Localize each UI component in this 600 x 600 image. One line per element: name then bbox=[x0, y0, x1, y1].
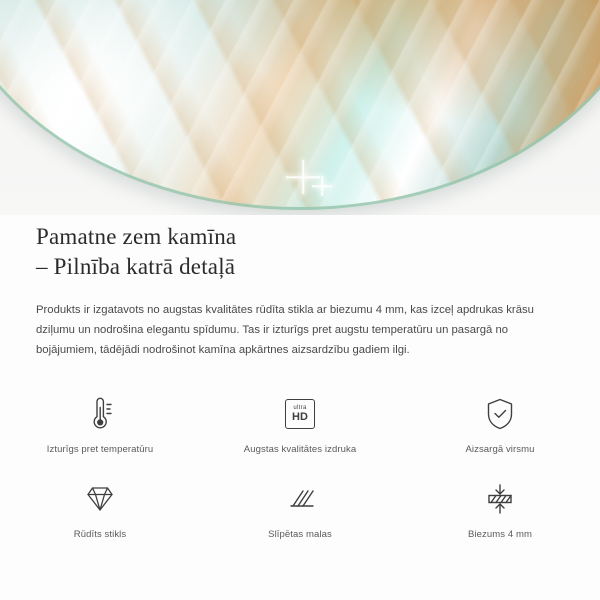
feature-item-polished-edges bbox=[200, 477, 400, 540]
feature-label: Izturīgs pret temperatūru bbox=[46, 444, 154, 455]
ultra-hd-icon bbox=[285, 392, 315, 436]
diamond-icon bbox=[82, 477, 118, 521]
page-title bbox=[36, 222, 564, 282]
headline-line-2: – Pilnība katrā detaļā bbox=[36, 254, 236, 279]
feature-item-thickness bbox=[400, 477, 600, 540]
feature-label: Augstas kvalitātes izdruka bbox=[243, 444, 357, 455]
feature-label: Aizsargā virsmu bbox=[465, 444, 535, 455]
ultra-hd-badge-bottom: HD bbox=[292, 411, 308, 423]
body-paragraph: Produkts ir izgatavots no augstas kvalitātes rūdīta stikla ar biezumu 4 mm, kas izceļ apdrukas krāsu dziļumu un nodrošina elegantu spīdumu. Tas ir izturīgs pret augstu temperatūru un pasargā no bojājumiem, tādējādi nodrošinot kamīna apkārtnes aizsardzību gadiem ilgi. bbox=[36, 304, 534, 356]
thermometer-icon bbox=[83, 392, 117, 436]
feature-label: Biezums 4 mm bbox=[467, 529, 533, 540]
feature-item-temperature bbox=[0, 392, 200, 455]
feature-item-print-quality bbox=[200, 392, 400, 455]
content-block bbox=[0, 222, 600, 360]
hero-image bbox=[0, 0, 600, 215]
feature-item-tempered-glass bbox=[0, 477, 200, 540]
shield-check-icon bbox=[484, 392, 516, 436]
feature-grid bbox=[0, 392, 600, 540]
feature-label: Slīpētas malas bbox=[268, 529, 332, 540]
ultra-hd-badge-top: ultra bbox=[293, 405, 307, 411]
polished-edges-icon bbox=[283, 477, 317, 521]
headline-line-1: Pamatne zem kamīna bbox=[36, 224, 237, 249]
feature-label: Rūdīts stikls bbox=[73, 529, 127, 540]
thickness-icon bbox=[483, 477, 517, 521]
feature-item-surface-protection bbox=[400, 392, 600, 455]
